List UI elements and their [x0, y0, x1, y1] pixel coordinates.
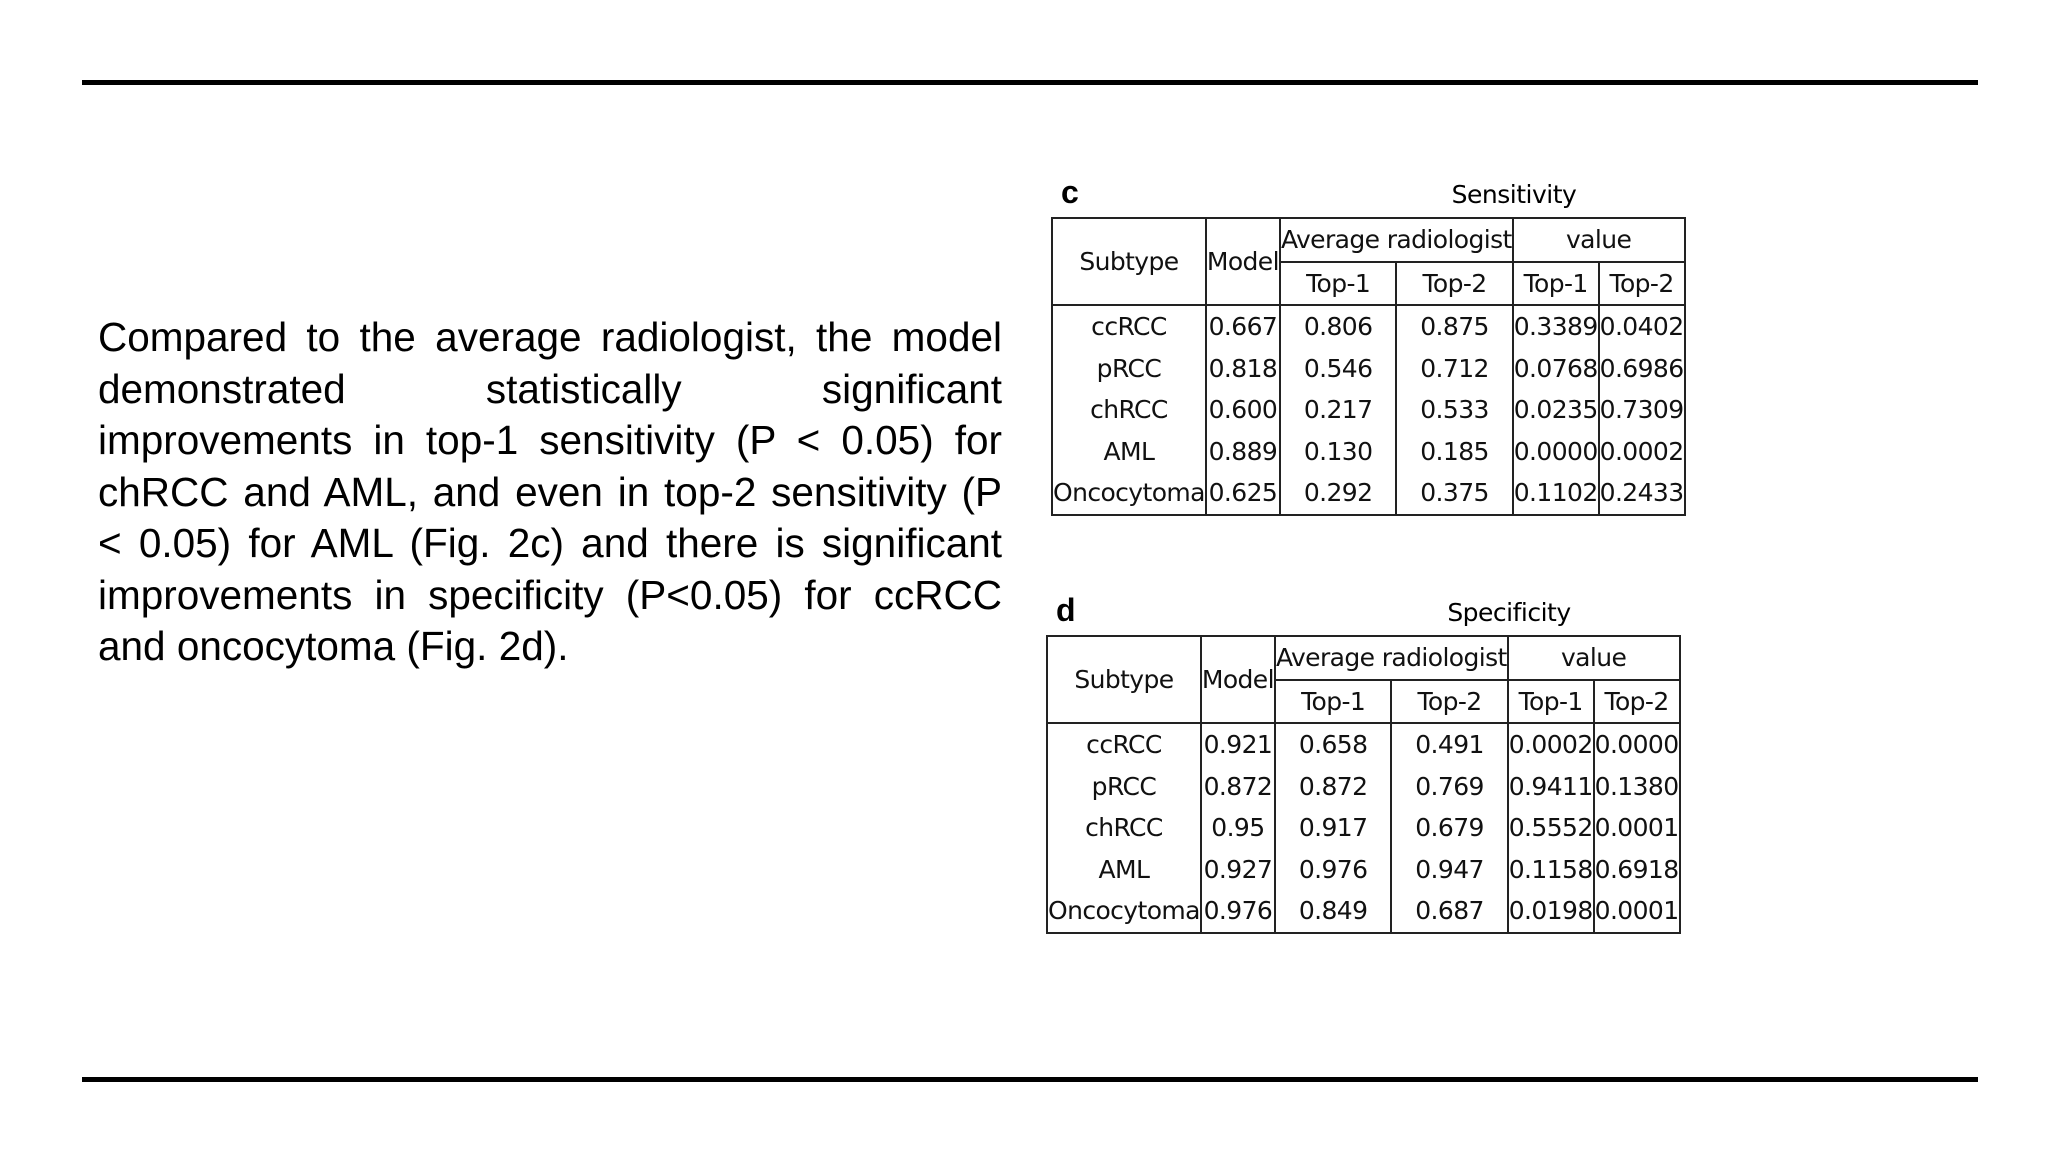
sensitivity-table: [1051, 217, 1686, 516]
cell-avg-top2: 0.712: [1396, 348, 1512, 390]
cell-model: 0.625: [1206, 472, 1280, 515]
cell-value-top2: 0.0402: [1599, 305, 1685, 348]
cell-value-top1: 0.5552: [1508, 807, 1594, 849]
cell-value-top1: 0.0000: [1513, 431, 1599, 473]
header-subtype: Subtype: [1052, 218, 1206, 305]
specificity-table: [1046, 635, 1681, 934]
cell-subtype: AML: [1052, 431, 1206, 473]
header-top2: Top-2: [1594, 680, 1680, 724]
cell-value-top2: 0.7309: [1599, 389, 1685, 431]
cell-model: 0.976: [1201, 890, 1275, 933]
table-row: [1047, 890, 1680, 933]
cell-avg-top2: 0.947: [1391, 849, 1507, 891]
cell-model: 0.872: [1201, 766, 1275, 808]
cell-subtype: ccRCC: [1052, 305, 1206, 348]
cell-subtype: AML: [1047, 849, 1201, 891]
cell-value-top1: 0.0768: [1513, 348, 1599, 390]
cell-avg-top1: 0.217: [1280, 389, 1396, 431]
panel-letter: c: [1061, 174, 1079, 210]
cell-avg-top1: 0.546: [1280, 348, 1396, 390]
header-top1: Top-1: [1508, 680, 1594, 724]
cell-avg-top2: 0.687: [1391, 890, 1507, 933]
header-top1: Top-1: [1275, 680, 1391, 724]
body-paragraph: Compared to the average radiologist, the model demonstrated statistically significant improvements in top-1 sensitivity (P < 0.05) for chRCC and AML, and even in top-2 sensitivity (P < 0.05) for AML (Fig. 2c) and there is significant improvements in specificity (P<0.05) for ccRCC and oncocytoma (Fig. 2d).: [98, 314, 1002, 669]
cell-value-top2: 0.2433: [1599, 472, 1685, 515]
cell-subtype: chRCC: [1047, 807, 1201, 849]
cell-avg-top1: 0.292: [1280, 472, 1396, 515]
header-top1: Top-1: [1513, 262, 1599, 306]
cell-value-top1: 0.0235: [1513, 389, 1599, 431]
cell-value-top2: 0.0002: [1599, 431, 1685, 473]
table-row: [1052, 472, 1685, 515]
cell-avg-top2: 0.769: [1391, 766, 1507, 808]
cell-subtype: Oncocytoma: [1047, 890, 1201, 933]
cell-avg-top1: 0.917: [1275, 807, 1391, 849]
cell-avg-top2: 0.491: [1391, 723, 1507, 766]
cell-avg-top2: 0.875: [1396, 305, 1512, 348]
bottom-rule: [82, 1077, 1978, 1082]
cell-value-top2: 0.0001: [1594, 807, 1680, 849]
cell-subtype: ccRCC: [1047, 723, 1201, 766]
cell-avg-top2: 0.375: [1396, 472, 1512, 515]
cell-avg-top1: 0.976: [1275, 849, 1391, 891]
cell-value-top2: 0.6918: [1594, 849, 1680, 891]
header-model: Model: [1201, 636, 1275, 723]
cell-avg-top1: 0.130: [1280, 431, 1396, 473]
cell-avg-top1: 0.849: [1275, 890, 1391, 933]
cell-value-top2: 0.0000: [1594, 723, 1680, 766]
panel-letter: d: [1056, 592, 1076, 628]
cell-value-top1: 0.0002: [1508, 723, 1594, 766]
table-row: [1047, 723, 1680, 766]
header-value: value: [1508, 636, 1680, 680]
header-top1: Top-1: [1280, 262, 1396, 306]
cell-value-top1: 0.1158: [1508, 849, 1594, 891]
cell-value-top1: 0.9411: [1508, 766, 1594, 808]
cell-avg-top1: 0.806: [1280, 305, 1396, 348]
table-row: [1047, 766, 1680, 808]
cell-model: 0.927: [1201, 849, 1275, 891]
cell-avg-top1: 0.658: [1275, 723, 1391, 766]
cell-avg-top1: 0.872: [1275, 766, 1391, 808]
cell-model: 0.95: [1201, 807, 1275, 849]
cell-model: 0.667: [1206, 305, 1280, 348]
specificity-table-body: [1047, 723, 1680, 933]
table-row: [1052, 431, 1685, 473]
cell-model: 0.889: [1206, 431, 1280, 473]
cell-value-top2: 0.0001: [1594, 890, 1680, 933]
cell-subtype: chRCC: [1052, 389, 1206, 431]
cell-avg-top2: 0.679: [1391, 807, 1507, 849]
top-rule: [82, 80, 1978, 85]
cell-model: 0.600: [1206, 389, 1280, 431]
sensitivity-table-body: [1052, 305, 1685, 515]
header-top2: Top-2: [1391, 680, 1507, 724]
cell-subtype: pRCC: [1052, 348, 1206, 390]
table-title: Specificity: [1447, 598, 1571, 627]
header-subtype: Subtype: [1047, 636, 1201, 723]
cell-avg-top2: 0.533: [1396, 389, 1512, 431]
table-row: [1052, 305, 1685, 348]
header-top2: Top-2: [1599, 262, 1685, 306]
cell-value-top1: 0.3389: [1513, 305, 1599, 348]
cell-model: 0.921: [1201, 723, 1275, 766]
cell-value-top1: 0.0198: [1508, 890, 1594, 933]
cell-subtype: Oncocytoma: [1052, 472, 1206, 515]
cell-value-top2: 0.1380: [1594, 766, 1680, 808]
table-row: [1047, 849, 1680, 891]
cell-subtype: pRCC: [1047, 766, 1201, 808]
header-model: Model: [1206, 218, 1280, 305]
header-value: value: [1513, 218, 1685, 262]
header-average-radiologist: Average radiologist: [1280, 218, 1513, 262]
header-top2: Top-2: [1396, 262, 1512, 306]
cell-model: 0.818: [1206, 348, 1280, 390]
header-average-radiologist: Average radiologist: [1275, 636, 1508, 680]
table-row: [1052, 348, 1685, 390]
cell-value-top1: 0.1102: [1513, 472, 1599, 515]
cell-avg-top2: 0.185: [1396, 431, 1512, 473]
table-title: Sensitivity: [1451, 180, 1577, 209]
table-row: [1052, 389, 1685, 431]
cell-value-top2: 0.6986: [1599, 348, 1685, 390]
table-row: [1047, 807, 1680, 849]
